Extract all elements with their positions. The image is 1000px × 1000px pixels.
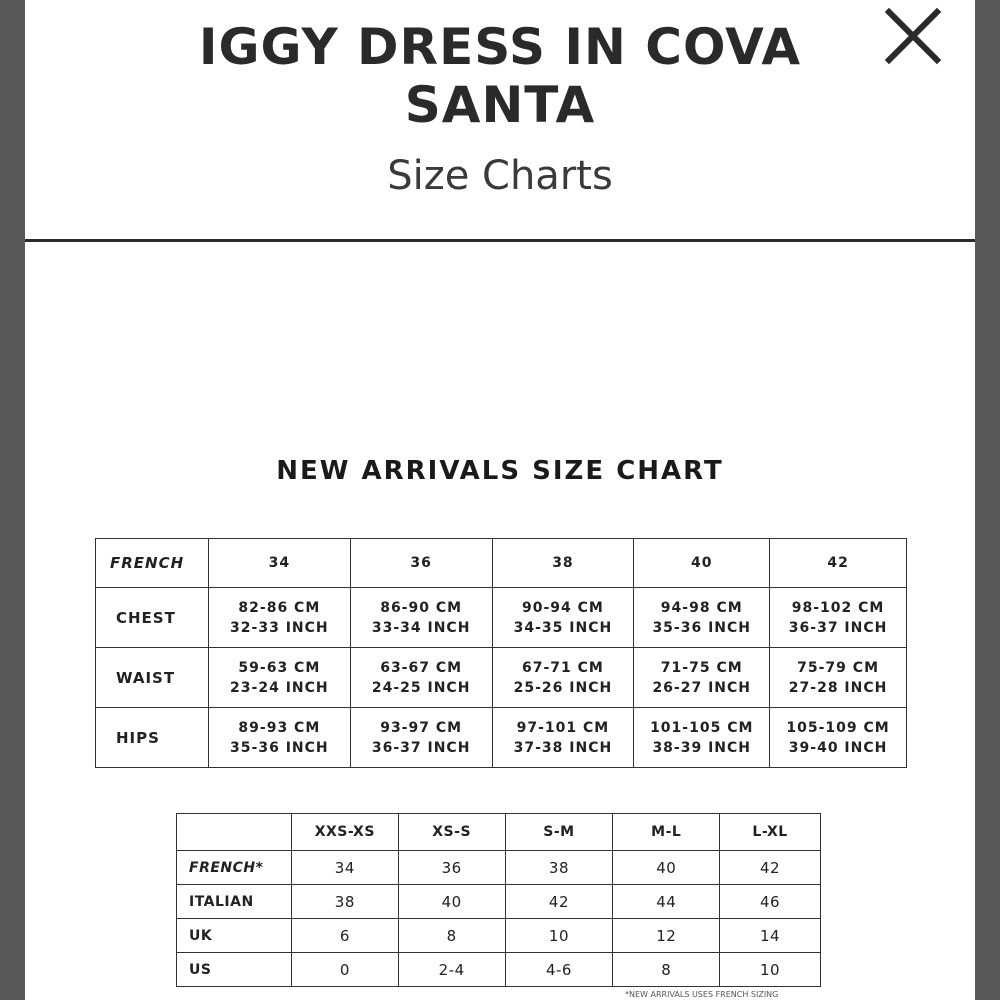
cm-value: 93-97 CM — [380, 719, 463, 736]
close-button[interactable] — [883, 6, 945, 68]
cm-value: 59-63 CM — [238, 659, 321, 676]
table-row — [177, 885, 821, 919]
measurements-corner-label: FRENCH — [96, 539, 209, 588]
cm-value: 86-90 CM — [380, 599, 463, 616]
measurement-cell — [634, 648, 770, 708]
measurement-cell — [770, 648, 907, 708]
table-row — [177, 851, 821, 885]
modal-header — [25, 0, 975, 242]
size-value: 44 — [613, 885, 720, 919]
conversion-corner-cell — [177, 814, 292, 851]
size-column-header: 36 — [350, 539, 492, 588]
size-value: 40 — [398, 885, 505, 919]
row-label-chest: CHEST — [96, 588, 209, 648]
size-value: 42 — [720, 851, 821, 885]
table-row — [96, 708, 907, 768]
table-row — [96, 588, 907, 648]
conversion-header-row — [177, 814, 821, 851]
product-title-line-2: SANTA — [404, 76, 596, 134]
inch-value: 23-24 INCH — [230, 679, 329, 696]
size-value: 6 — [291, 919, 398, 953]
row-label-waist: WAIST — [96, 648, 209, 708]
inch-value: 34-35 INCH — [513, 619, 613, 636]
measurement-cell — [208, 648, 350, 708]
size-range-header: XS-S — [398, 814, 505, 851]
inch-value: 24-25 INCH — [371, 679, 471, 696]
size-value: 10 — [720, 953, 821, 987]
measurement-cell — [350, 588, 492, 648]
sizing-footnote: *NEW ARRIVALS USES FRENCH SIZING — [625, 990, 779, 999]
size-conversion-table — [176, 813, 821, 987]
measurement-cell — [492, 588, 634, 648]
size-column-header: 34 — [208, 539, 350, 588]
size-value: 12 — [613, 919, 720, 953]
size-value: 40 — [613, 851, 720, 885]
row-label-french: FRENCH* — [177, 851, 292, 885]
inch-value: 35-36 INCH — [652, 619, 752, 636]
row-label-us: US — [177, 953, 292, 987]
cm-value: 82-86 CM — [238, 599, 321, 616]
cm-value: 101-105 CM — [650, 719, 754, 736]
table-row — [177, 953, 821, 987]
measurement-cell — [770, 708, 907, 768]
measurement-cell — [350, 708, 492, 768]
cm-value: 71-75 CM — [660, 659, 743, 676]
size-value: 4-6 — [505, 953, 613, 987]
table-row — [177, 919, 821, 953]
cm-value: 94-98 CM — [660, 599, 743, 616]
inch-value: 27-28 INCH — [788, 679, 888, 696]
measurement-cell — [634, 708, 770, 768]
size-value: 38 — [505, 851, 613, 885]
cm-value: 97-101 CM — [516, 719, 610, 736]
size-column-header: 42 — [770, 539, 907, 588]
cm-value: 105-109 CM — [786, 719, 890, 736]
cm-value: 89-93 CM — [238, 719, 321, 736]
measurement-cell — [770, 588, 907, 648]
inch-value: 35-36 INCH — [230, 739, 329, 756]
cm-value: 63-67 CM — [380, 659, 463, 676]
size-value: 8 — [398, 919, 505, 953]
close-x-icon — [883, 6, 945, 68]
inch-value: 25-26 INCH — [513, 679, 613, 696]
measurements-header-row — [96, 539, 907, 588]
size-value: 10 — [505, 919, 613, 953]
size-value: 14 — [720, 919, 821, 953]
measurement-cell — [492, 708, 634, 768]
product-title-line-1: IGGY DRESS IN COVA — [198, 18, 802, 76]
measurements-table — [95, 538, 907, 768]
size-value: 2-4 — [398, 953, 505, 987]
row-label-hips: HIPS — [96, 708, 209, 768]
inch-value: 36-37 INCH — [788, 619, 888, 636]
size-range-header: L-XL — [720, 814, 821, 851]
size-value: 46 — [720, 885, 821, 919]
size-value: 38 — [291, 885, 398, 919]
inch-value: 39-40 INCH — [788, 739, 888, 756]
inch-value: 26-27 INCH — [652, 679, 752, 696]
size-value: 34 — [291, 851, 398, 885]
inch-value: 32-33 INCH — [230, 619, 329, 636]
size-value: 36 — [398, 851, 505, 885]
measurement-cell — [634, 588, 770, 648]
size-column-header: 38 — [492, 539, 634, 588]
modal-subtitle: Size Charts — [387, 153, 613, 199]
size-value: 42 — [505, 885, 613, 919]
table-row — [96, 648, 907, 708]
measurement-cell — [208, 708, 350, 768]
size-range-header: XXS-XS — [291, 814, 398, 851]
product-title — [25, 18, 975, 134]
inch-value: 36-37 INCH — [371, 739, 471, 756]
size-range-header: M-L — [613, 814, 720, 851]
row-label-italian: ITALIAN — [177, 885, 292, 919]
cm-value: 75-79 CM — [797, 659, 879, 676]
cm-value: 90-94 CM — [522, 599, 604, 616]
measurement-cell — [492, 648, 634, 708]
inch-value: 37-38 INCH — [513, 739, 613, 756]
measurement-cell — [208, 588, 350, 648]
row-label-uk: UK — [177, 919, 292, 953]
inch-value: 33-34 INCH — [371, 619, 471, 636]
size-chart-heading: NEW ARRIVALS SIZE CHART — [276, 456, 724, 486]
size-value: 0 — [291, 953, 398, 987]
measurement-cell — [350, 648, 492, 708]
size-range-header: S-M — [505, 814, 613, 851]
cm-value: 98-102 CM — [791, 599, 885, 616]
size-value: 8 — [613, 953, 720, 987]
cm-value: 67-71 CM — [522, 659, 604, 676]
inch-value: 38-39 INCH — [652, 739, 752, 756]
size-chart-modal — [25, 0, 975, 1000]
size-column-header: 40 — [634, 539, 770, 588]
